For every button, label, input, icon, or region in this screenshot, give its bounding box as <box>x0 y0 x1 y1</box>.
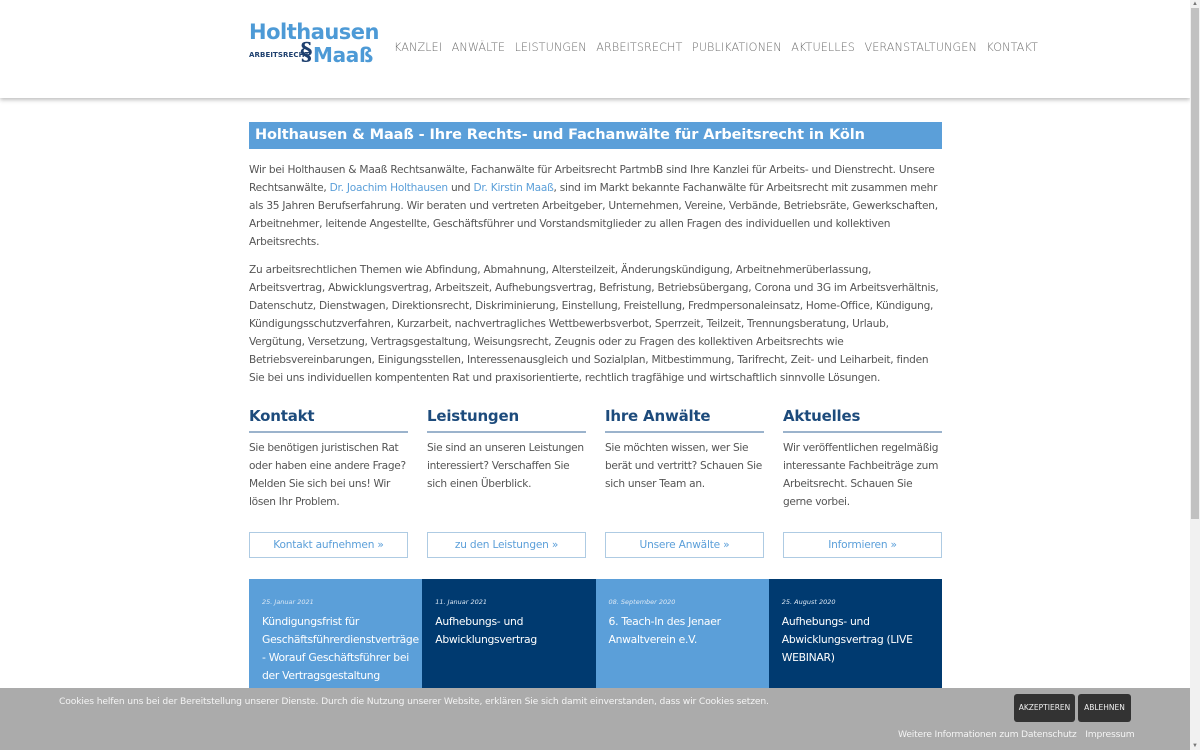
link-kirstin-maass[interactable]: Dr. Kirstin Maaß <box>473 182 554 194</box>
nav-item-kanzlei[interactable]: KANZLEI <box>394 41 443 54</box>
nav-item-publikationen[interactable]: PUBLIKATIONEN <box>691 41 782 54</box>
teaser-heading: Leistungen <box>427 407 586 433</box>
teaser-text: Sie benötigen juristischen Rat oder haben eine andere Frage? Melden Sie sich bei uns! Wir lösen Ihr Problem. <box>249 442 406 508</box>
news-tile[interactable] <box>422 579 595 699</box>
topics-paragraph: Zu arbeitsrechtlichen Themen wie Abfindung, Abmahnung, Altersteilzeit, Änderungskündigung, Arbeitnehmerüberlassung, Arbeitsvertrag, Abwicklungsvertrag, Arbeitszeit, Aufhebungsvertrag, Befristung, Betriebsübergang, Corona und 3G im Arbeitsverhältnis, Datenschutz, Dienstwagen, Direktionsrecht, Diskriminierung, Einstellung, Freistellung, Fredmpersonaleinsatz, Home-Office, Kündigung, Kündigungsschutzverfahren, Kurzarbeit, nachvertragliches Wettbewerbsverbot, Sperrzeit, Teilzeit, Trennungsberatung, Urlaub, Vergütung, Versetzung, Vertragsgestaltung, Weisungsrecht, Zeugnis oder zu Fragen des kollektiven Arbeitsrechts wie Betriebsvereinbarungen, Einigungsstellen, Interessenausgleich und Sozialplan, Mitbestimmung, Tarifrecht, Zeit- und Leiharbeit, finden Sie bei uns individuellen kompententen Rat und praxisorientierte, rechtlich tragfähige und wirtschaftlich sinnvolle Lösungen. <box>249 264 939 384</box>
teaser-aktuelles <box>783 407 942 558</box>
teaser-heading: Aktuelles <box>783 407 942 433</box>
cookie-banner <box>0 688 1190 750</box>
teaser-anwaelte <box>605 407 764 558</box>
scrollbar-thumb[interactable] <box>1191 8 1199 519</box>
accept-cookies-button[interactable]: AKZEPTIEREN <box>1014 694 1075 722</box>
news-headline: 6. Teach-In des Jenaer Anwaltverein e.V. <box>608 615 721 646</box>
news-tiles <box>249 579 942 699</box>
news-tile[interactable] <box>596 579 769 699</box>
nav-item-anwaelte[interactable]: ANWÄLTE <box>451 41 506 54</box>
news-tile[interactable] <box>249 579 422 699</box>
logo-line-holthausen: Holthausen <box>249 20 380 44</box>
news-headline: Kündigungsfrist für Geschäftsführerdienstverträge - Worauf Geschäftsführer bei der Vertragsgestaltung <box>262 615 419 682</box>
scroll-up-icon[interactable]: ▲ <box>1192 1 1198 7</box>
intro-text-2: und <box>447 182 474 194</box>
teaser-columns <box>249 407 942 558</box>
informieren-button[interactable]: Informieren » <box>783 532 942 558</box>
teaser-heading: Ihre Anwälte <box>605 407 764 433</box>
cookie-message: Cookies helfen uns bei der Bereitstellung unserer Dienste. Durch die Nutzung unserer Website, erklären Sie sich damit einverstanden, dass wir Cookies setzen. <box>59 696 769 707</box>
imprint-link[interactable]: Impressum <box>1085 729 1135 740</box>
news-tile[interactable] <box>769 579 942 699</box>
teaser-kontakt <box>249 407 408 558</box>
scroll-down-icon[interactable]: ▼ <box>1192 743 1198 749</box>
teaser-text: Sie möchten wissen, wer Sie berät und vertritt? Schauen Sie sich unser Team an. <box>605 442 762 490</box>
kontakt-aufnehmen-button[interactable]: Kontakt aufnehmen » <box>249 532 408 558</box>
zu-den-leistungen-button[interactable]: zu den Leistungen » <box>427 532 586 558</box>
nav-item-veranstaltungen[interactable]: VERANSTALTUNGEN <box>864 41 977 54</box>
intro-paragraph <box>249 161 942 251</box>
privacy-link[interactable]: Weitere Informationen zum Datenschutz <box>898 729 1077 740</box>
main-nav <box>394 41 1047 54</box>
main-content <box>249 122 942 558</box>
nav-item-arbeitsrecht[interactable]: ARBEITSRECHT <box>596 41 683 54</box>
news-date: 11. Januar 2021 <box>435 598 488 606</box>
logo-line-maass: Maaß <box>313 43 374 67</box>
news-headline: Aufhebungs- und Abwicklungsvertrag <box>435 615 537 646</box>
nav-item-kontakt[interactable]: KONTAKT <box>986 41 1038 54</box>
site-header <box>0 0 1190 98</box>
intro-text-1: Wir bei Holthausen & Maaß Rechtsanwälte, Fachanwälte für Arbeitsrecht PartmbB sind Ihre Kanzlei für Arbeits- und Dienstrecht. Unsere Rechtsanwälte, <box>249 164 935 194</box>
logo[interactable] <box>249 20 380 70</box>
vertical-scrollbar[interactable] <box>1190 0 1200 750</box>
news-headline: Aufhebungs- und Abwicklungsvertrag (LIVE WEBINAR) <box>781 615 913 664</box>
nav-item-aktuelles[interactable]: AKTUELLES <box>791 41 855 54</box>
intro-text-3: , sind im Markt bekannte Fachanwälte für Arbeitsrecht mit zusammen mehr als 35 Jahren Berufserfahrung. Wir beraten und vertreten Arbeitgeber, Unternehmen, Vereine, Verbände, Betriebsräte, Gewerkschaften, Arbeitnehmer, leitende Angestellte, Geschäftsführer und Vorstandsmitglieder zu allen Fragen des individuellen und kollektiven Arbeitsrechts. <box>249 182 938 248</box>
teaser-leistungen <box>427 407 586 558</box>
teaser-text: Sie sind an unseren Leistungen interessiert? Verschaffen Sie sich einen Überblick. <box>427 442 584 490</box>
news-date: 08. September 2020 <box>608 598 676 606</box>
nav-item-leistungen[interactable]: LEISTUNGEN <box>514 41 587 54</box>
unsere-anwaelte-button[interactable]: Unsere Anwälte » <box>605 532 764 558</box>
paragraph-icon: § <box>300 37 313 66</box>
page-title: Holthausen & Maaß - Ihre Rechts- und Fachanwälte für Arbeitsrecht in Köln <box>249 122 942 149</box>
logo-tagline: ARBEITSRECHT <box>249 51 310 59</box>
teaser-text: Wir veröffentlichen regelmäßig interessante Fachbeiträge zum Arbeitsrecht. Schauen Sie gerne vorbei. <box>783 442 939 508</box>
link-joachim-holthausen[interactable]: Dr. Joachim Holthausen <box>329 182 448 194</box>
reject-cookies-button[interactable]: ABLEHNEN <box>1078 694 1131 722</box>
news-date: 25. August 2020 <box>781 598 836 606</box>
news-date: 25. Januar 2021 <box>262 598 314 606</box>
cookie-links <box>898 729 1141 740</box>
teaser-heading: Kontakt <box>249 407 408 433</box>
